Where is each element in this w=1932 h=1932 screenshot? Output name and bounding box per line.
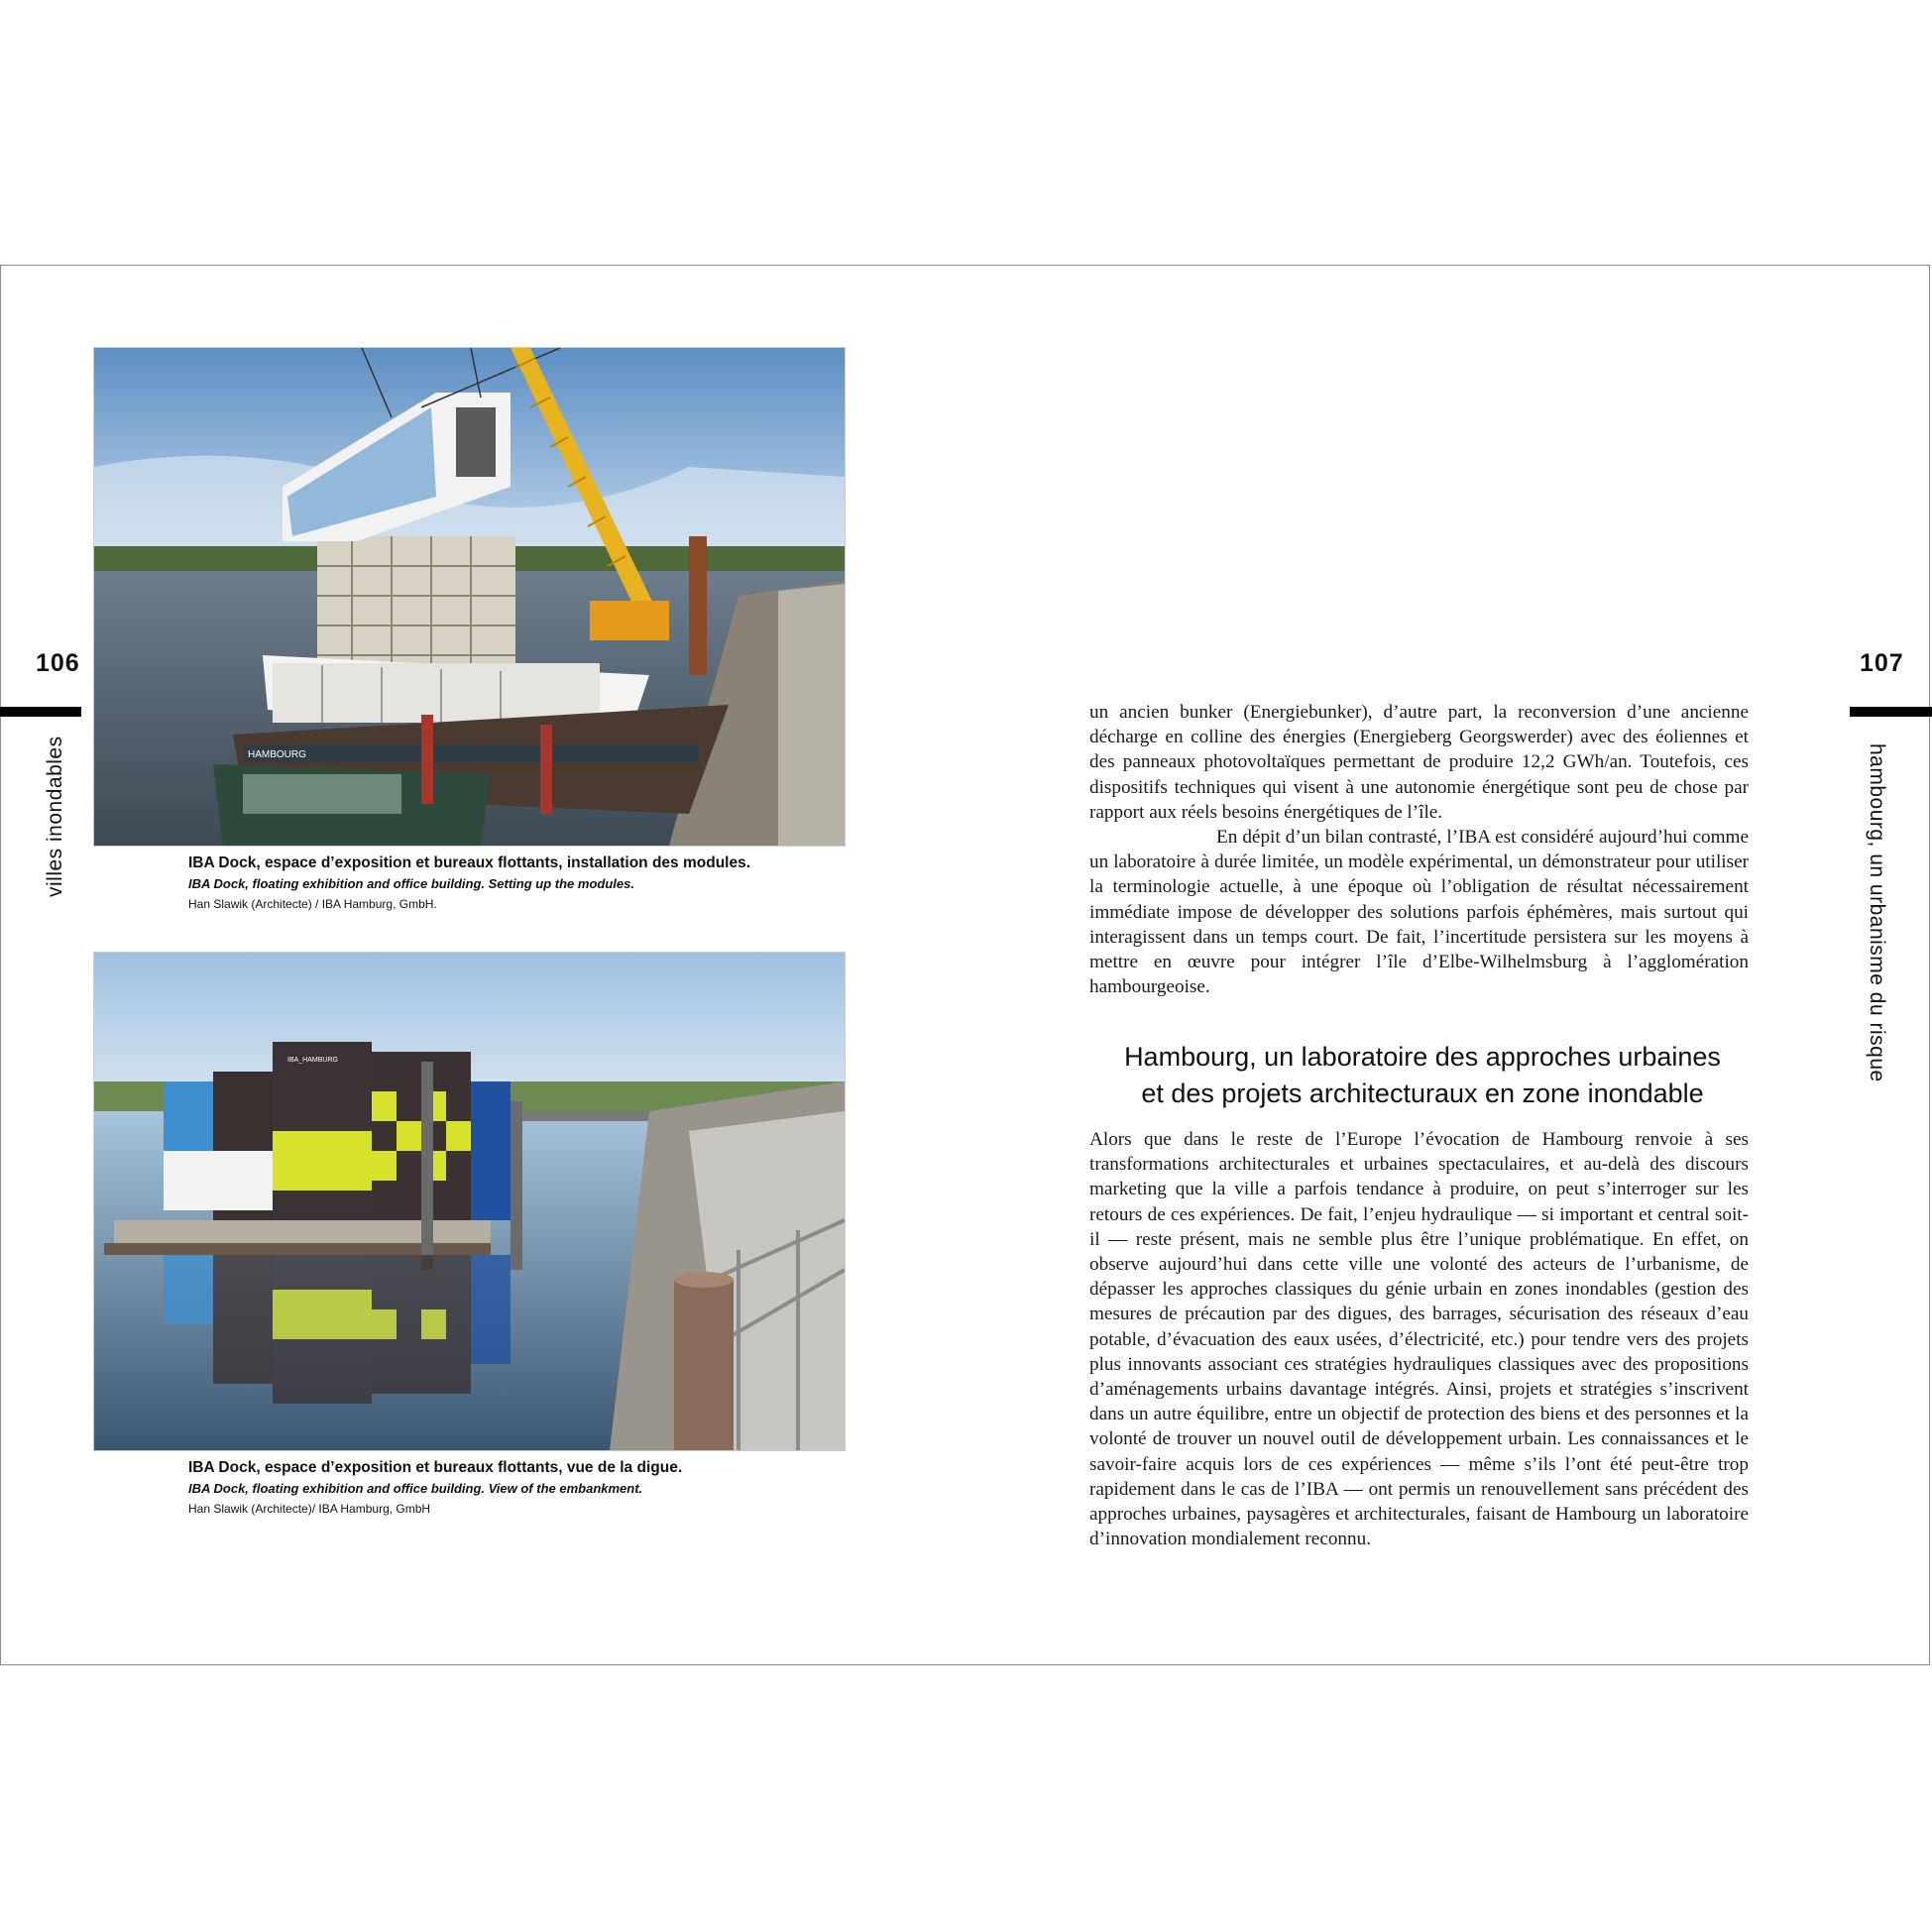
right-page-number: 107: [1860, 649, 1904, 677]
section-heading: [1080, 1039, 1764, 1112]
figure-1-caption-fr: IBA Dock, espace d’exposition et bureaux flottants, installation des modules.: [188, 854, 751, 871]
section-heading-line-1: Hambourg, un laboratoire des approches urbaines: [1124, 1042, 1721, 1072]
body-text-lower: [1089, 1127, 1749, 1551]
figure-2-caption-en: IBA Dock, floating exhibition and office building. View of the embankment.: [188, 1481, 643, 1496]
section-heading-line-2: et des projets architecturaux en zone inondable: [1141, 1079, 1704, 1108]
figure-1-caption: [188, 852, 862, 914]
right-running-title: hambourg, un urbanisme du risque: [1866, 743, 1888, 1082]
figure-2-credit: Han Slawik (Architecte)/ IBA Hamburg, GmbH: [188, 1502, 431, 1516]
photo-module-installation-image: [94, 348, 845, 846]
photo-embankment-view: [93, 952, 846, 1451]
photo-module-installation: [93, 347, 846, 847]
figure-1-caption-en: IBA Dock, floating exhibition and office building. Setting up the modules.: [188, 876, 634, 891]
left-page-rule: [0, 707, 81, 717]
figure-2-caption: [188, 1457, 862, 1519]
barge-sign-text: HAMBOURG: [248, 749, 306, 760]
body-text-upper: [1089, 700, 1749, 999]
left-running-title: villes inondables: [44, 736, 66, 897]
figure-1-credit: Han Slawik (Architecte) / IBA Hamburg, GmbH.: [188, 897, 437, 911]
paragraph-3: Alors que dans le reste de l’Europe l’évocation de Hambourg renvoie à ses transformations architecturales et urbaines spectaculaires, et au-delà des discours marketing que la ville a parfois tendance à produire, on peut s’interroger sur les retours de ces expériences. De fait, l’enjeu hydraulique — si important et central soit-il — reste présent, mais ne semble plus être l’unique problématique. En effet, on observe aujourd’hui dans cette ville une volonté des acteurs de l’urbanisme, de dépasser les approches classiques du génie urbain en zones inondables (gestion des mesures de précaution par des digues, des barrages, sécurisation des réseaux d’eau potable, d’évacuation des eaux usées, d’électricité, etc.) pour tendre vers des projets plus innovants associant ces stratégies hydrauliques classiques avec des propositions d’aménagements urbains davantage intégrés. Ainsi, projets et stratégies s’inscrivent dans un autre équilibre, entre un objectif de protection des biens et des personnes et la volonté de trouver un nouvel outil de développement urbain. Les connaissances et le savoir-faire acquis lors de ces expériences — même s’ils l’ont été peut-être trop rapidement dans le cas de l’IBA — ont permis un renouvellement sans précédent des approches urbaines, paysagères et architecturales, faisant de Hambourg un laboratoire d’innovation mondialement reconnu.: [1089, 1129, 1749, 1550]
figure-2-caption-fr: IBA Dock, espace d’exposition et bureaux flottants, vue de la digue.: [188, 1459, 683, 1476]
photo-embankment-view-image: [94, 953, 845, 1450]
paragraph-1: un ancien bunker (Energiebunker), d’autre part, la reconversion d’une ancienne décharge en colline des énergies (Energieberg Georgswerder) avec des éoliennes et des panneaux photovoltaïques permettant de produire 12,2 GWh/an. Toutefois, ces dispositifs techniques qui visent à une autonomie énergétique sont peu de chose par rapport aux réels besoins énergétiques de l’île.: [1089, 702, 1749, 823]
paragraph-2: En dépit d’un bilan contrasté, l’IBA est considéré aujourd’hui comme un laboratoire à durée limitée, un modèle expérimental, un démonstrateur pour utiliser la terminologie actuelle, à une époque où l’obligation de résultat nécessairement immédiate impose de développer des solutions parfois éphémères, mais surtout qui interagissent dans un temps court. De fait, l’incertitude persistera sur les moyens à mettre en œuvre pour intégrer l’île d’Elbe-Wilhelmsburg à l’agglomération hambourgeoise.: [1089, 827, 1749, 998]
left-page-number: 106: [36, 649, 80, 677]
building-sign-text: IBA_HAMBURG: [287, 1057, 338, 1064]
right-page-rule: [1850, 707, 1932, 717]
